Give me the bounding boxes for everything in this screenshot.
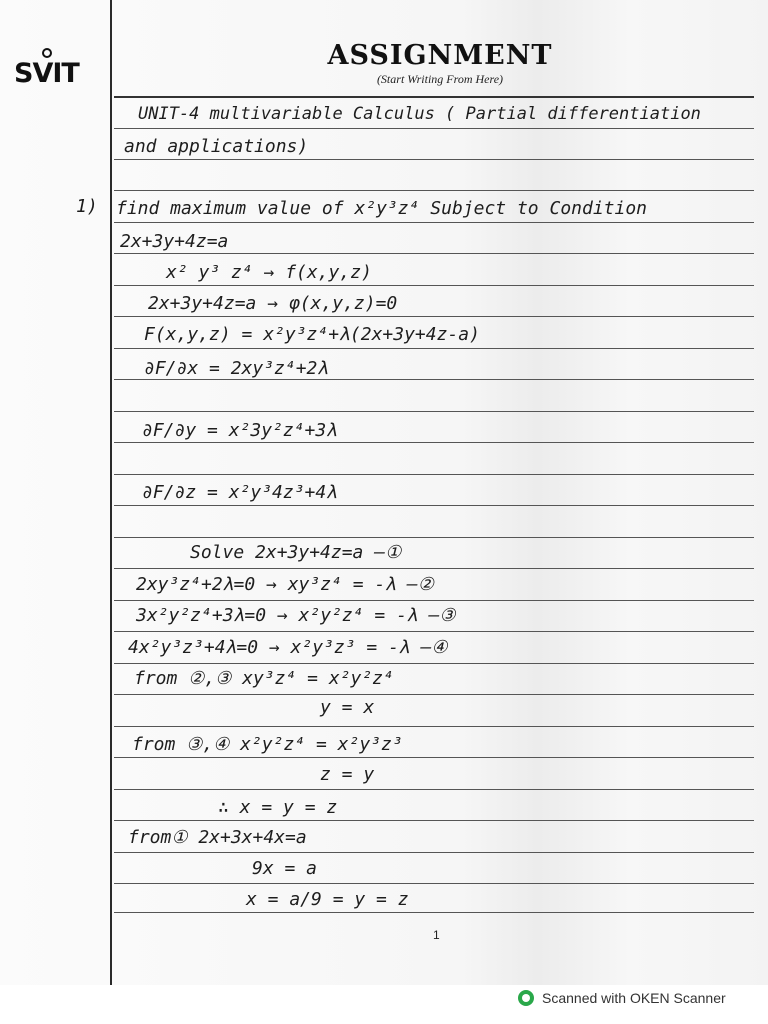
logo-mark-icon xyxy=(42,48,52,58)
handwritten-line: Solve 2x+3y+4z=a —① xyxy=(190,542,402,563)
ruled-line xyxy=(114,726,754,727)
handwritten-line: and applications) xyxy=(124,136,309,157)
scanner-text: Scanned with OKEN Scanner xyxy=(542,990,726,1006)
handwritten-line: 4x²y³z³+4λ=0 → x²y³z³ = -λ —④ xyxy=(128,637,448,658)
college-logo: SVIT xyxy=(14,58,79,89)
handwritten-line: ∂F/∂z = x²y³4z³+4λ xyxy=(142,482,338,503)
handwritten-line: from① 2x+3x+4x=a xyxy=(128,827,307,848)
question-number: 1) xyxy=(76,196,98,217)
handwritten-line: z = y xyxy=(320,764,375,785)
handwritten-line: 2x+3y+4z=a → φ(x,y,z)=0 xyxy=(148,293,398,314)
handwritten-line: from ③,④ x²y²z⁴ = x²y³z³ xyxy=(132,734,403,755)
ruled-line xyxy=(114,568,754,569)
handwritten-line: y = x xyxy=(320,697,375,718)
ruled-line xyxy=(114,159,754,160)
ruled-line xyxy=(114,190,754,191)
handwritten-line: find maximum value of x²y³z⁴ Subject to Condition xyxy=(116,198,648,219)
ruled-line xyxy=(114,537,754,538)
ruled-line xyxy=(114,852,754,853)
ruled-line xyxy=(114,600,754,601)
handwritten-line: 3x²y²z⁴+3λ=0 → x²y²z⁴ = -λ —③ xyxy=(136,605,456,626)
ruled-line xyxy=(114,222,754,223)
ruled-line xyxy=(114,912,754,913)
handwritten-line: 2x+3y+4z=a xyxy=(120,231,229,252)
handwritten-line: x = a/9 = y = z xyxy=(246,889,409,910)
ruled-line xyxy=(114,663,754,664)
ruled-line xyxy=(114,474,754,475)
ruled-line xyxy=(114,505,754,506)
handwritten-line: from ②,③ xy³z⁴ = x²y²z⁴ xyxy=(134,668,394,689)
ruled-line xyxy=(114,442,754,443)
scanner-watermark xyxy=(518,990,726,1006)
handwritten-line: UNIT-4 multivariable Calculus ( Partial differentiation xyxy=(138,104,701,124)
ruled-line xyxy=(114,253,754,254)
ruled-line xyxy=(114,316,754,317)
handwritten-line: 2xy³z⁴+2λ=0 → xy³z⁴ = -λ —② xyxy=(136,574,434,595)
handwritten-line: F(x,y,z) = x²y³z⁴+λ(2x+3y+4z-a) xyxy=(144,324,480,345)
ruled-line xyxy=(114,285,754,286)
ruled-line xyxy=(114,631,754,632)
handwritten-line: ∂F/∂x = 2xy³z⁴+2λ xyxy=(144,358,329,379)
ruled-line xyxy=(114,348,754,349)
handwritten-line: ∴ x = y = z xyxy=(218,797,338,818)
ruled-line xyxy=(114,96,754,98)
page-number: 1 xyxy=(433,928,440,942)
handwritten-line: x² y³ z⁴ → f(x,y,z) xyxy=(166,262,372,283)
ruled-line xyxy=(114,411,754,412)
ruled-line xyxy=(114,757,754,758)
ruled-line xyxy=(114,694,754,695)
ruled-line xyxy=(114,820,754,821)
handwritten-line: ∂F/∂y = x²3y²z⁴+3λ xyxy=(142,420,338,441)
margin-line xyxy=(110,0,112,985)
scanner-logo-icon xyxy=(518,990,534,1006)
page-title: ASSIGNMENT xyxy=(327,40,553,71)
ruled-line xyxy=(114,883,754,884)
page-subtitle: (Start Writing From Here) xyxy=(376,72,504,86)
handwritten-line: 9x = a xyxy=(252,858,318,879)
ruled-line xyxy=(114,128,754,129)
ruled-line xyxy=(114,789,754,790)
